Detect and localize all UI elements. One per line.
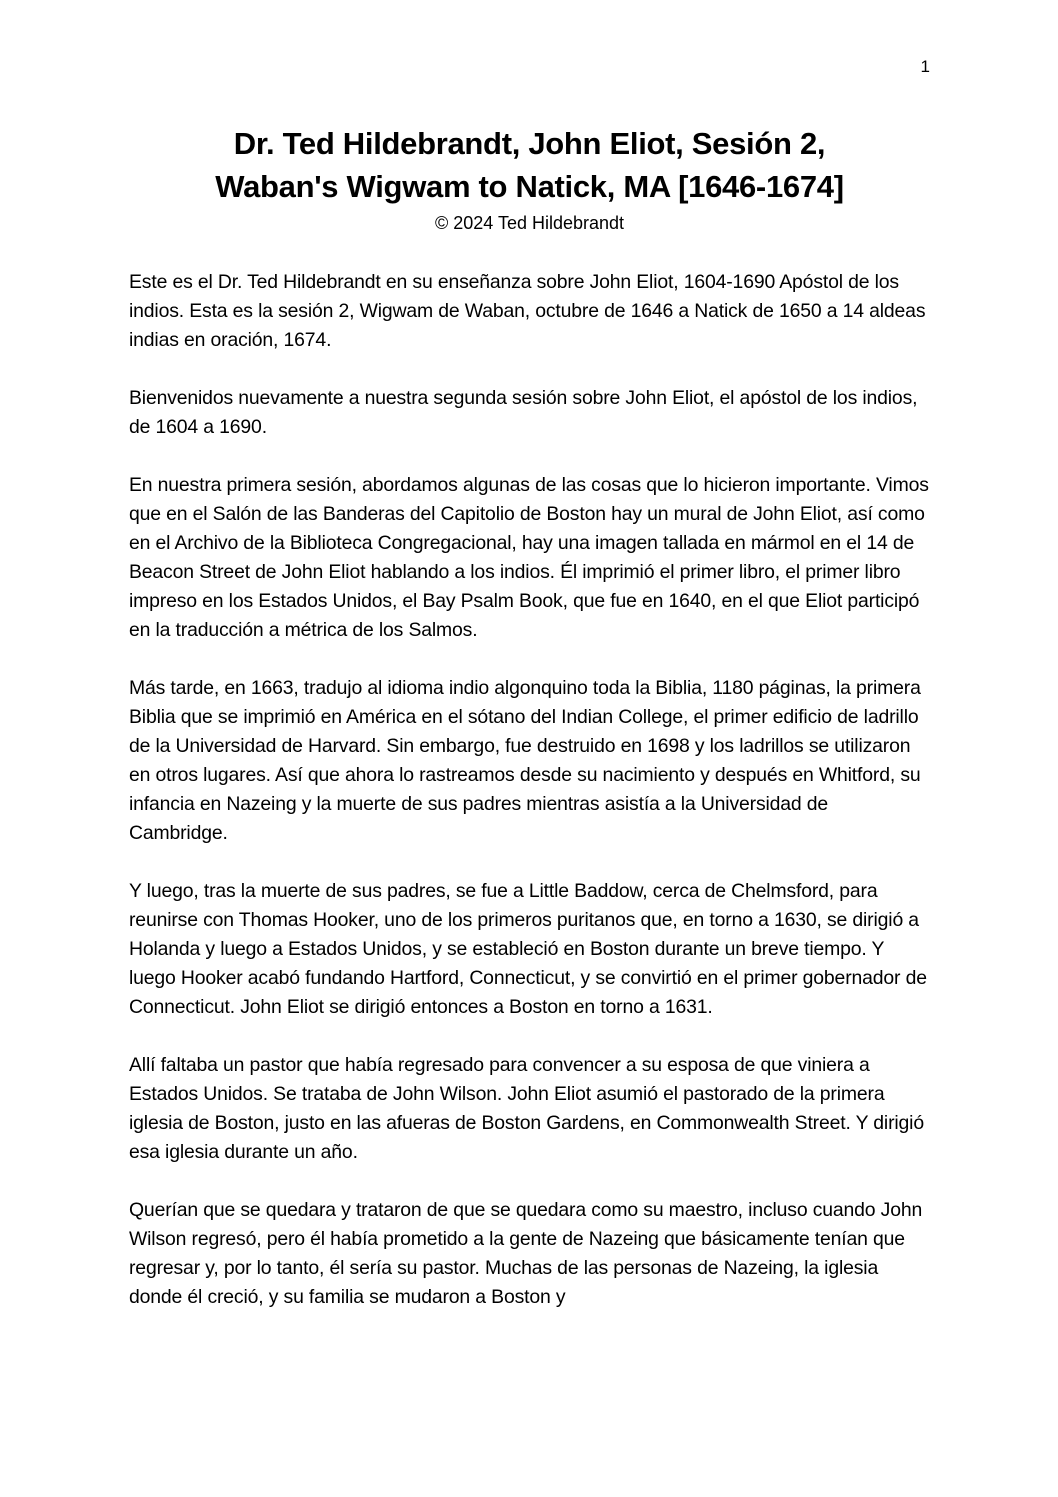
copyright-line: © 2024 Ted Hildebrandt — [434, 213, 625, 233]
title-line-2: Waban's Wigwam to Natick, MA [1646-1674] — [215, 169, 844, 204]
page-number: 1 — [920, 57, 930, 76]
paragraph: Este es el Dr. Ted Hildebrandt en su enseñanza sobre John Eliot, 1604-1690 Apóstol de los indios. Esta es la sesión 2, Wigwam de Waban, octubre de 1646 a Natick de 1650 a 14 aldeas indias en oración, 1674. — [129, 271, 926, 351]
paragraph: Bienvenidos nuevamente a nuestra segunda sesión sobre John Eliot, el apóstol de los indios, de 1604 a 1690. — [129, 387, 918, 438]
paragraph: Allí faltaba un pastor que había regresado para convencer a su esposa de que viniera a Estados Unidos. Se trataba de John Wilson. John Eliot asumió el pastorado de la primera iglesia de Boston, justo en las afueras de Boston Gardens, en Commonwealth Street. Y dirigió esa iglesia durante un año. — [129, 1054, 924, 1163]
paragraph: Querían que se quedara y trataron de que se quedara como su maestro, incluso cuando John Wilson regresó, pero él había prometido a la gente de Nazeing que básicamente tenían que regresar y, por lo tanto, él sería su pastor. Muchas de las personas de Nazeing, la iglesia donde él creció, y su familia se mudaron a Boston y — [129, 1199, 923, 1308]
paragraph: Más tarde, en 1663, tradujo al idioma indio algonquino toda la Biblia, 1180 páginas, la primera Biblia que se imprimió en América en el sótano del Indian College, el primer edificio de ladrillo de la Universidad de Harvard. Sin embargo, fue destruido en 1698 y los ladrillos se utilizaron en otros lugares. Así que ahora lo rastreamos desde su nacimiento y después en Whitford, su infancia en Nazeing y la muerte de sus padres mientras asistía a la Universidad de Cambridge. — [129, 677, 921, 844]
paragraph: Y luego, tras la muerte de sus padres, se fue a Little Baddow, cerca de Chelmsford, para reunirse con Thomas Hooker, uno de los primeros puritanos que, en torno a 1630, se dirigió a Holanda y luego a Estados Unidos, y se estableció en Boston durante un breve tiempo. Y luego Hooker acabó fundando Hartford, Connecticut, y se convirtió en el primer gobernador de Connecticut. John Eliot se dirigió entonces a Boston en torno a 1631. — [129, 880, 927, 1018]
body-text — [129, 268, 930, 1312]
title-line-1: Dr. Ted Hildebrandt, John Eliot, Sesión 2, — [233, 126, 826, 161]
document-title — [129, 122, 930, 208]
paragraph: En nuestra primera sesión, abordamos algunas de las cosas que lo hicieron importante. Vimos que en el Salón de las Banderas del Capitolio de Boston hay un mural de John Eliot, así como en el Archivo de la Biblioteca Congregacional, hay una imagen tallada en mármol en el 14 de Beacon Street de John Eliot hablando a los indios. Él imprimió el primer libro, el primer libro impreso en los Estados Unidos, el Bay Psalm Book, que fue en 1640, en el que Eliot participó en la traducción a métrica de los Salmos. — [129, 474, 929, 641]
